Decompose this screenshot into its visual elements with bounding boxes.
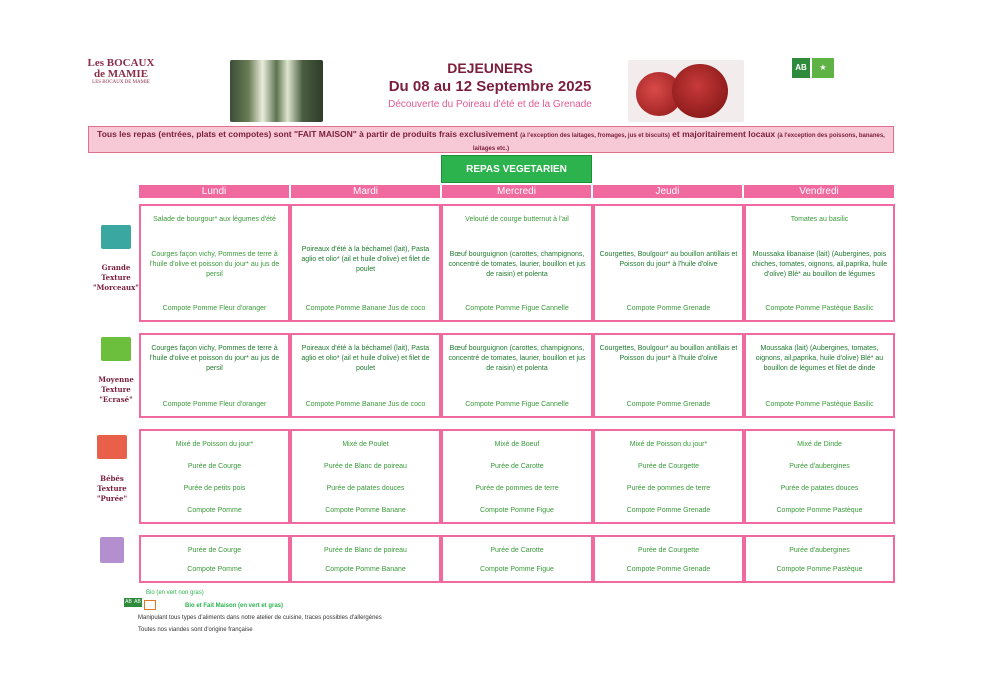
organic-logo — [792, 58, 834, 80]
menu-cell-puree-vendredi: Purée d'aubergines Compote Pomme Pastèque — [744, 535, 895, 583]
menu-cell-puree-mardi: Purée de Blanc de poireau Compote Pomme Banane — [290, 535, 441, 583]
banner-small-b: (à l'exception des poissons, bananes, laitages etc.) — [472, 133, 885, 152]
brand-line1: Les BOCAUX — [87, 57, 155, 69]
row-label-moyenne: Moyenne Texture "Ecrasé" — [98, 375, 134, 404]
page-title: DEJEUNERS — [447, 60, 533, 76]
brand-tagline: LES BOCAUX DE MAMIE — [92, 80, 150, 85]
bebes-texture-icon — [97, 435, 127, 459]
brand-logo — [86, 58, 156, 88]
row-label-bebes: Bébés Texture "Purée" — [96, 474, 128, 503]
legend-allergens: Manipulant tous types d'aliments dans notre atelier de cuisine, traces possibles d'allergènes — [138, 615, 382, 621]
vegetarian-badge: REPAS VEGETARIEN — [441, 155, 592, 183]
banner-main-a: Tous les repas (entrées, plats et compotes) sont "FAIT MAISON" à partir de produits frais exclusivement — [97, 129, 518, 139]
day-header-mardi: Mardi — [291, 185, 440, 198]
pomegranate-photo — [628, 60, 744, 122]
menu-cell-moyenne-mercredi: Bœuf bourguignon (carottes, champignons, concentré de tomates, laurier, bouillon et jus de raisin) et polenta Compote Pomme Figue Cannelle — [441, 333, 593, 418]
grande-texture-icon — [101, 225, 131, 249]
eu-leaf-icon: ★ — [812, 58, 834, 78]
banner-main-b: et majoritairement locaux — [672, 129, 776, 139]
moyenne-texture-icon — [101, 337, 131, 361]
menu-cell-bebes-vendredi: Mixé de Dinde Purée d'aubergines Purée de patates douces Compote Pomme Pastèque — [744, 429, 895, 524]
theme-subtitle: Découverte du Poireau d'été et de la Grenade — [388, 99, 592, 110]
menu-cell-moyenne-lundi: Courges façon vichy, Pommes de terre à l'huile d'olive et poisson du jour* au jus de persil Compote Pomme Fleur d'oranger — [139, 333, 290, 418]
day-header-jeudi: Jeudi — [593, 185, 742, 198]
banner-small-a: (à l'exception des laitages, fromages, jus et biscuits) — [520, 133, 670, 139]
legend-ab-icon: AB AB — [125, 599, 141, 605]
menu-cell-grande-vendredi: Tomates au basilic Moussaka libanaise (lait) (Aubergines, pois chiches, tomates, oignons, ail,paprika, huile d'olive) Blé* au bouillon de légumes Compote Pomme Pastèque Basilic — [744, 204, 895, 322]
day-header-vendredi: Vendredi — [744, 185, 894, 198]
day-header-mercredi: Mercredi — [442, 185, 591, 198]
menu-cell-grande-jeudi: Courgettes, Boulgour* au bouillon antillais et Poisson du jour* à l'huile d'olive Compote Pomme Grenade — [593, 204, 744, 322]
fait-maison-banner — [88, 126, 894, 153]
menu-cell-puree-mercredi: Purée de Carotte Compote Pomme Figue — [441, 535, 593, 583]
leek-photo — [230, 60, 323, 122]
row-label-grande: Grande Texture "Morceaux" — [93, 263, 139, 292]
menu-cell-bebes-jeudi: Mixé de Poisson du jour* Purée de Courgette Purée de pommes de terre Compote Pomme Grenade — [593, 429, 744, 524]
menu-cell-puree-jeudi: Purée de Courgette Compote Pomme Grenade — [593, 535, 744, 583]
fait-maison-house-icon — [144, 600, 156, 610]
menu-cell-grande-mardi: Poireaux d'été à la béchamel (lait), Pasta aglio et olio* (ail et huile d'olive) et filet de poulet Compote Pomme Banane Jus de coco — [290, 204, 441, 322]
ab-label: AB — [792, 58, 810, 78]
legend-bio: Bio (en vert non gras) — [146, 590, 204, 596]
day-header-lundi: Lundi — [139, 185, 289, 198]
menu-cell-moyenne-mardi: Poireaux d'été à la béchamel (lait), Pasta aglio et olio* (ail et huile d'olive) et filet de poulet Compote Pomme Banane Jus de coco — [290, 333, 441, 418]
menu-cell-bebes-lundi: Mixé de Poisson du jour* Purée de Courge Purée de petits pois Compote Pomme — [139, 429, 290, 524]
legend-origin: Toutes nos viandes sont d'origine française — [138, 627, 253, 633]
legend-bio-fait-maison: Bio et Fait Maison (en vert et gras) — [185, 603, 284, 609]
menu-cell-puree-lundi: Purée de Courge Compote Pomme — [139, 535, 290, 583]
menu-cell-moyenne-jeudi: Courgettes, Boulgour* au bouillon antillais et Poisson du jour* à l'huile d'olive Compote Pomme Grenade — [593, 333, 744, 418]
menu-cell-grande-lundi: Salade de bourgour* aux légumes d'été Courges façon vichy, Pommes de terre à l'huile d'olive et poisson du jour* au jus de persil Compote Pomme Fleur d'oranger — [139, 204, 290, 322]
date-range: Du 08 au 12 Septembre 2025 — [388, 78, 592, 95]
menu-cell-grande-mercredi: Velouté de courge butternut à l'ail Bœuf bourguignon (carottes, champignons, concentré de tomates, laurier, bouillon et jus de raisin) et polenta Compote Pomme Figue Cannelle — [441, 204, 593, 322]
menu-cell-bebes-mercredi: Mixé de Boeuf Purée de Carotte Purée de pommes de terre Compote Pomme Figue — [441, 429, 593, 524]
menu-cell-bebes-mardi: Mixé de Poulet Purée de Blanc de poireau Purée de patates douces Compote Pomme Banane — [290, 429, 441, 524]
brand-line2: de MAMIE — [93, 68, 149, 80]
menu-cell-moyenne-vendredi: Moussaka (lait) (Aubergines, tomates, oignons, ail,paprika, huile d'olive) Blé* au bouillon de légumes et filet de dinde Compote Pomme Pastèque Basilic — [744, 333, 895, 418]
puree-lisse-icon — [100, 537, 124, 563]
